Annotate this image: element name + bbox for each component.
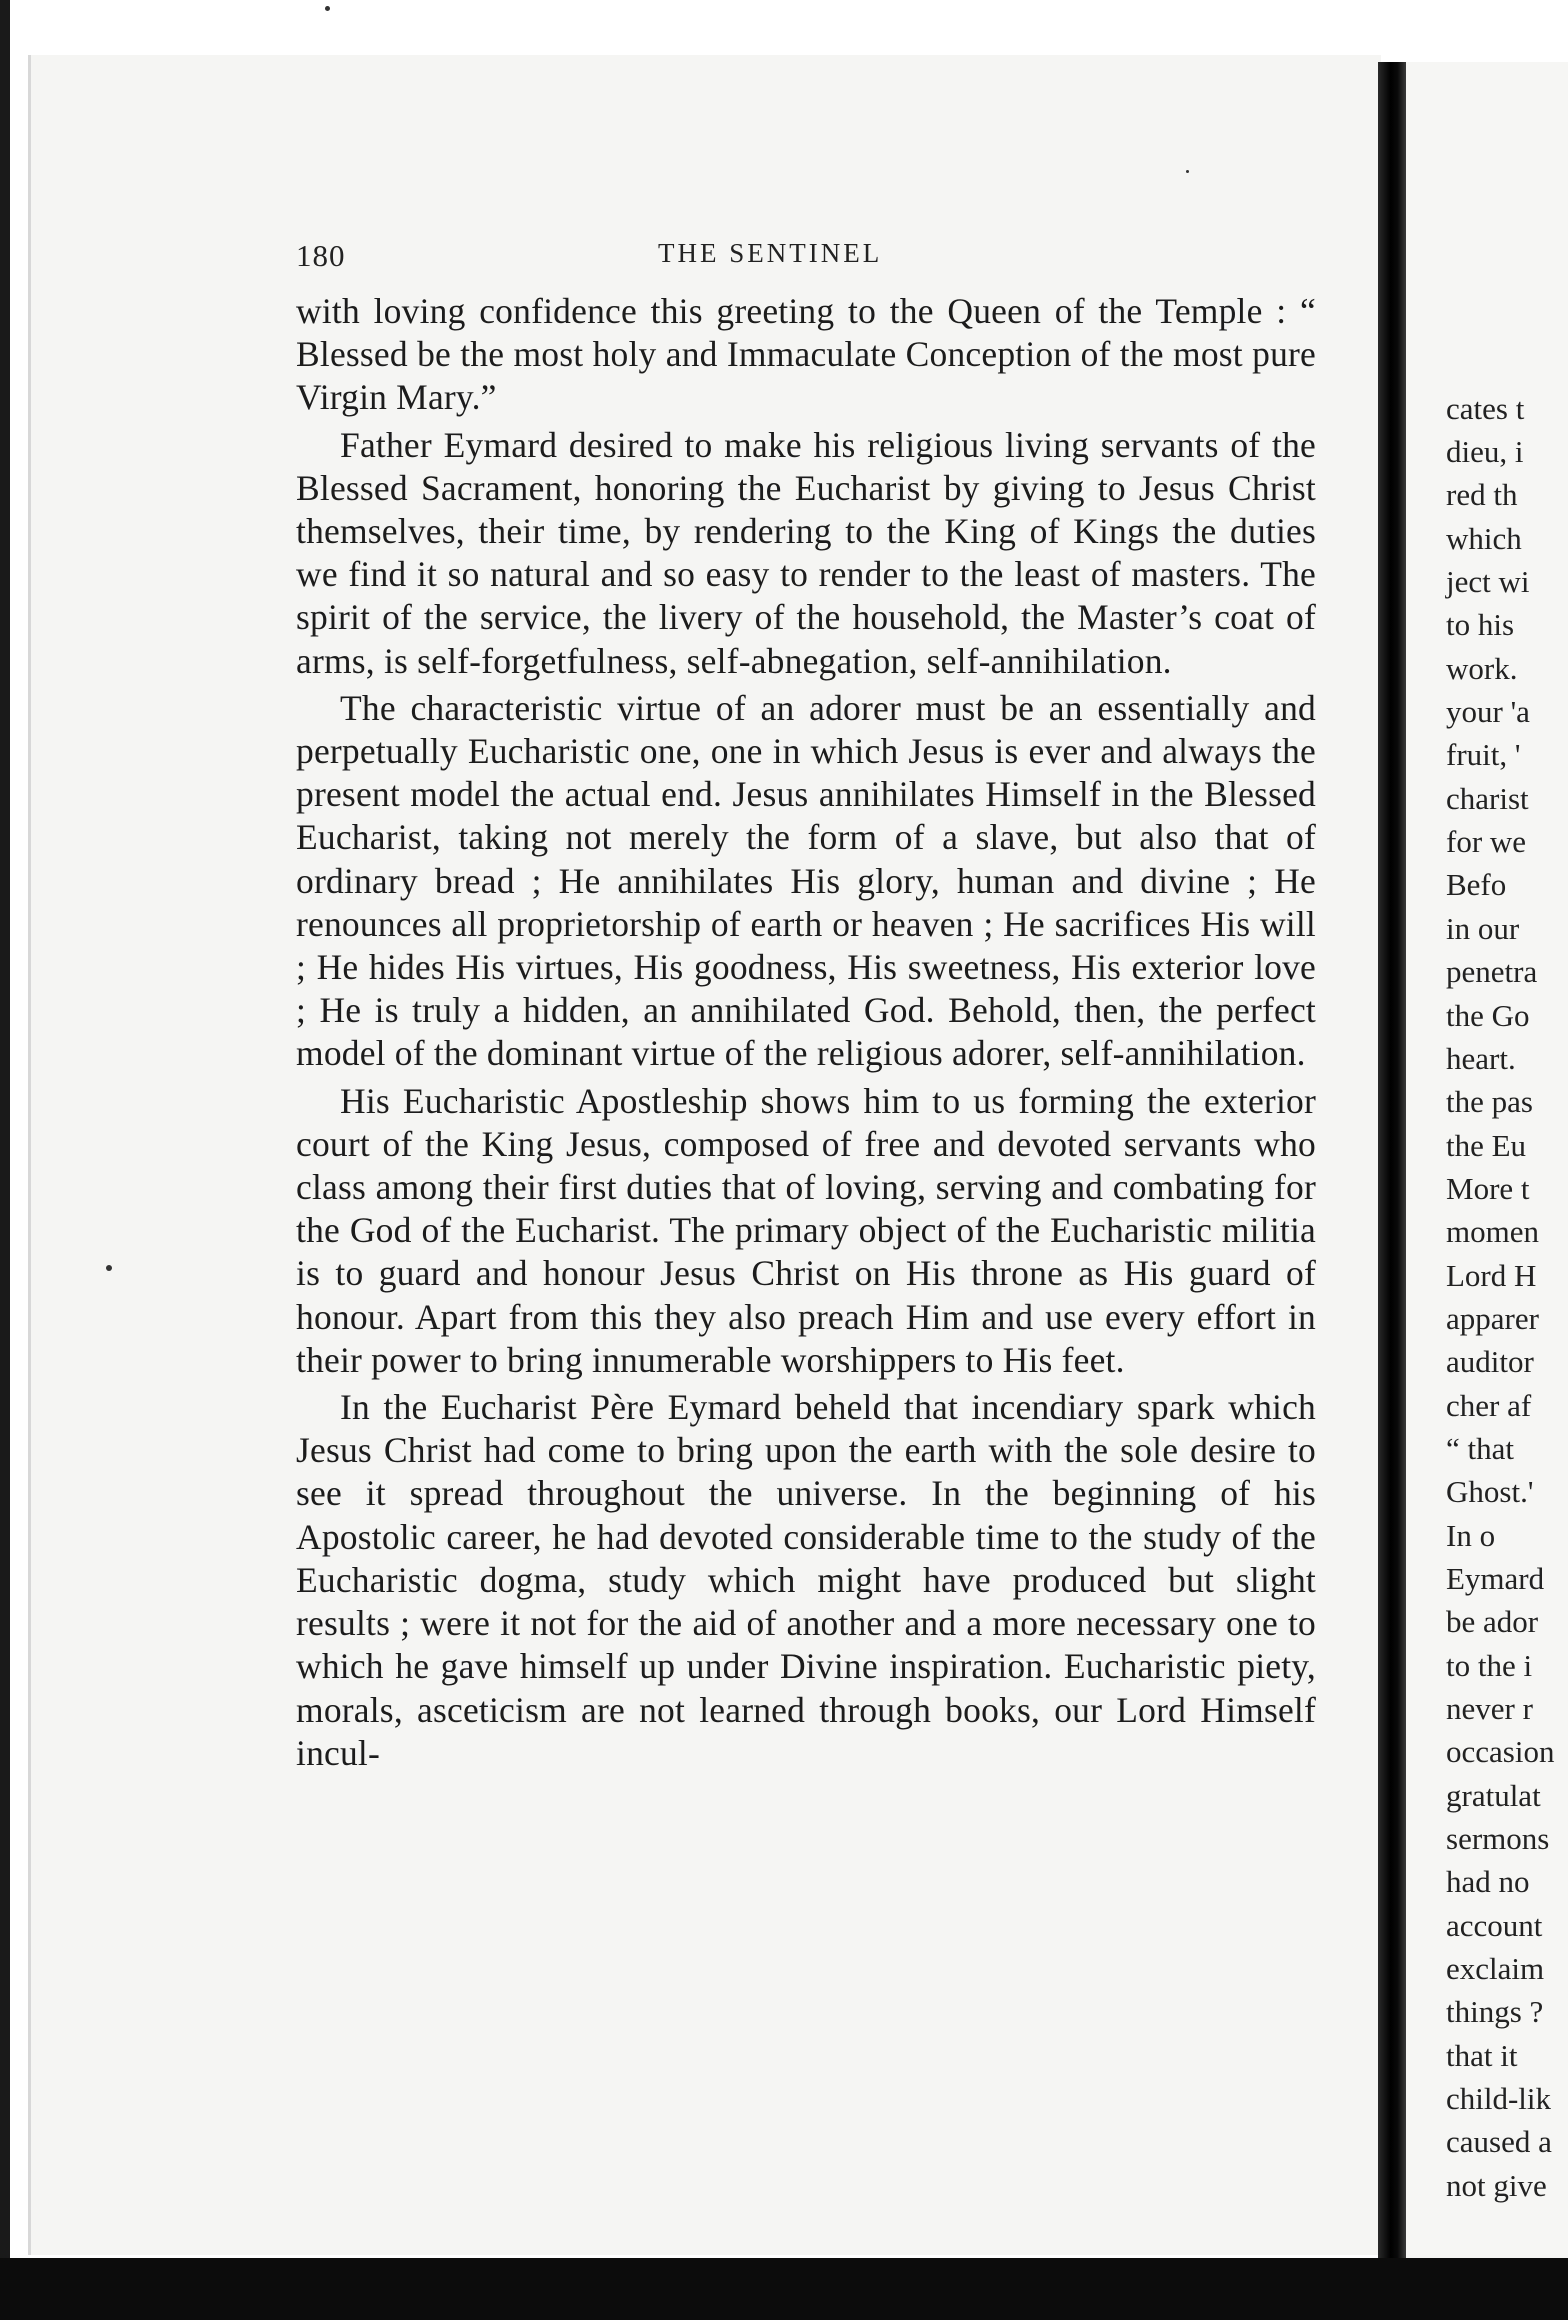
right-page-line: heart. (1446, 1040, 1516, 1076)
page-number: 180 (296, 238, 346, 273)
right-page-line: to the i (1446, 1647, 1533, 1683)
right-page-line: penetra (1446, 954, 1538, 990)
right-page (1406, 62, 1568, 2262)
right-page-line: cates t (1446, 390, 1525, 426)
right-page-line: exclaim (1446, 1951, 1545, 1987)
right-page-line: for we (1446, 824, 1527, 860)
right-page-line: child-lik (1446, 2081, 1552, 2117)
right-page-line (1446, 300, 1568, 343)
right-page-line: the Eu (1446, 1127, 1527, 1163)
right-page-line: Eymard (1446, 1560, 1545, 1596)
right-page-line: fruit, ' (1446, 737, 1521, 773)
right-page-line: cher af (1446, 1387, 1532, 1423)
stray-mark (106, 1265, 112, 1271)
right-page-line: to his (1446, 607, 1515, 643)
right-page-line: occasion (1446, 1734, 1555, 1770)
right-page-line: never r (1446, 1691, 1533, 1726)
right-page-line: apparer (1446, 1300, 1539, 1336)
stray-mark (325, 6, 330, 11)
right-page-line: caused a (1446, 2124, 1552, 2160)
right-page-line: momen (1446, 1214, 1539, 1250)
paragraph-2: Father Eymard desired to make his religious living servants of the Blessed Sacrament, honoring the Eucharist by giving to Jesus Christ themselves, their time, by rendering to the King of Kings the duties we find it so natural and so easy to render to the least of masters. The spirit of the service, the livery of the household, the Master’s coat of arms, is self-forgetfulness, self-abnegation, self-annihilation. (296, 424, 1316, 681)
right-page-line: red th (1446, 477, 1518, 513)
scan-bottom-band (0, 2258, 1568, 2320)
right-page-line: account (1446, 1907, 1543, 1943)
paragraph-3: The characteristic virtue of an adorer must be an essentially and perpetually Eucharistic one, one in which Jesus is ever and always the present model the actual end. Jesus annihilates Himself in the Blessed Eucharist, taking not merely the form of a slave, but also that of ordinary bread ; He annihilates His glory, human and divine ; He renounces all proprietorship of earth or heaven ; He sacrifices His will ; He hides His virtues, His goodness, His sweetness, His exterior love ; He is truly a hidden, an annihilated God. Behold, then, the perfect model of the dominant virtue of the religious adorer, self-annihilation. (296, 687, 1316, 1074)
body-text (296, 290, 1316, 1775)
right-page-line: charist (1446, 780, 1529, 816)
book-gutter (1378, 62, 1406, 2262)
right-page-text (1446, 300, 1568, 2207)
running-head: THE SENTINEL (658, 238, 883, 268)
right-page-line: had no (1446, 1864, 1530, 1900)
right-page-line: work. (1446, 650, 1518, 686)
right-page-line: In o (1446, 1517, 1496, 1553)
page-header (296, 238, 1316, 278)
right-page-line: Lord H (1446, 1257, 1537, 1293)
right-page-line: ject wi (1446, 564, 1530, 600)
right-page-line: in our (1446, 910, 1520, 946)
right-page-line: More t (1446, 1170, 1530, 1206)
right-page-line: things ? (1446, 1994, 1544, 2030)
paragraph-5: In the Eucharist Père Eymard beheld that incendiary spark which Jesus Christ had come to bring upon the earth with the sole desire to see it spread throughout the universe. In the beginning of his Apostolic career, he had devoted considerable time to the study of the Eucharistic dogma, study which might have produced but slight results ; were it not for the aid of another and a more necessary one to which he gave himself up under Divine inspiration. Eucharistic piety, morals, asceticism are not learned through books, our Lord Himself incul- (296, 1387, 1316, 1773)
right-page-line (1446, 343, 1568, 386)
right-page-line: be ador (1446, 1604, 1539, 1640)
paragraph-1: with loving confidence this greeting to the Queen of the Temple : “ Blessed be the most holy and Immaculate Conception of the most pure Virgin Mary.” (296, 291, 1316, 418)
right-page-line: gratulat (1446, 1777, 1541, 1813)
stray-mark (1186, 170, 1189, 173)
right-page-line: the pas (1446, 1084, 1533, 1120)
right-page-line: sermons (1446, 1821, 1550, 1857)
right-page-line: which (1446, 520, 1522, 556)
right-page-line: dieu, i (1446, 434, 1524, 470)
right-page-line: auditor (1446, 1344, 1534, 1380)
right-page-line: that it (1446, 2037, 1518, 2073)
right-page-line: Befo (1446, 867, 1507, 903)
right-page-line: Ghost.' (1446, 1474, 1534, 1510)
paragraph-4: His Eucharistic Apostleship shows him to us forming the exterior court of the King Jesus, composed of free and devoted servants who class among their first duties that of loving, serving and combating for the God of the Eucharist. The primary object of the Eucharistic militia is to guard and honour Jesus Christ on His throne as His guard of honour. Apart from this they also preach Him and use every effort in their power to bring innumerable worshippers to His feet. (296, 1080, 1316, 1380)
right-page-line: your 'a (1446, 694, 1530, 730)
scan-left-edge (0, 0, 10, 2320)
right-page-line: not give (1446, 2167, 1547, 2203)
right-page-line: “ that (1446, 1430, 1514, 1466)
right-page-line: the Go (1446, 997, 1530, 1033)
